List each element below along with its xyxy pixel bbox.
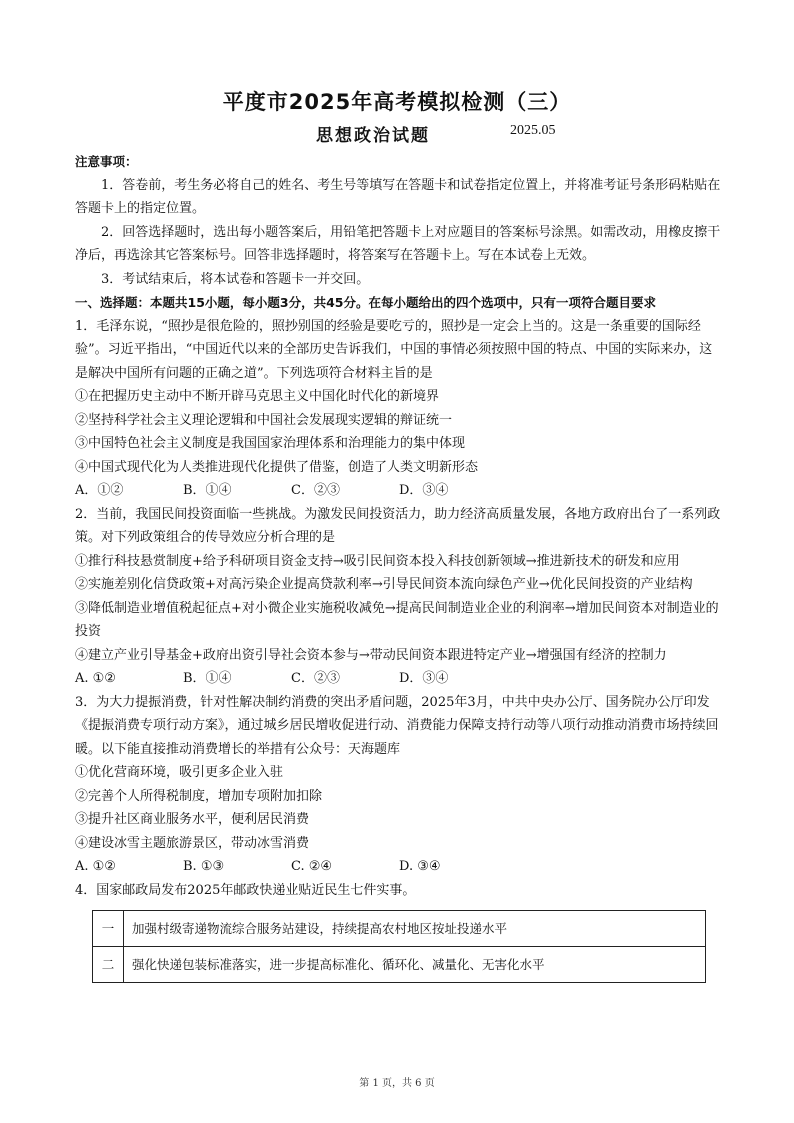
statement: ④建立产业引导基金+政府出资引导社会资本参与→带动民间资本跟进特定产业→增强国有经济的控制力 <box>75 647 667 663</box>
notice-item: 2．回答选择题时，选出每小题答案后，用铅笔把答题卡上对应题目的答案标号涂黑。如需改动，用橡皮擦干净后，再选涂其它答案标号。回答非选择题时，将答案写在答题卡上。写在本试卷上无效。 <box>75 224 721 263</box>
statement: ③提升社区商业服务水平，便利居民消费 <box>75 812 310 827</box>
row-text: 加强村级寄递物流综合服务站建设，持续提高农村地区按址投递水平 <box>124 911 706 947</box>
answer-options <box>75 667 721 691</box>
answer-options <box>75 479 721 503</box>
exam-content <box>75 150 721 983</box>
option-a: A. ①② <box>75 671 116 686</box>
notice-item: 3．考试结束后，将本试卷和答题卡一并交回。 <box>101 271 370 287</box>
exam-title: 平度市2025年高考模拟检测（三） <box>222 90 572 114</box>
measures-table <box>92 910 706 983</box>
answer-options <box>75 855 721 879</box>
table-row <box>93 911 706 947</box>
question-stem: 2．当前，我国民间投资面临一些挑战。为激发民间投资活力，助力经济高质量发展，各地方政府出台了一系列政策。对下列政策组合的传导效应分析合理的是 <box>75 506 721 545</box>
statement: ②坚持科学社会主义理论逻辑和中国社会发展现实逻辑的辩证统一 <box>75 412 453 428</box>
option-a: A. ①② <box>75 859 116 874</box>
question-stem: 1．毛泽东说，“照抄是很危险的，照抄别国的经验是要吃亏的，照抄是一定会上当的。这是一条重要的国际经验”。习近平指出，“中国近代以来的全部历史告诉我们，中国的事情必须按照中国的特点、中国的实际来办，这是解决中国所有问题的正确之道”。下列选项符合材料主旨的是 <box>75 318 713 381</box>
row-text: 强化快递包装标准落实，进一步提高标准化、循环化、减量化、无害化水平 <box>124 947 706 983</box>
row-number: 二 <box>93 947 124 983</box>
option-d: D．③④ <box>399 671 449 686</box>
statement: ②完善个人所得税制度，增加专项附加扣除 <box>75 788 323 804</box>
statement: ④建设冰雪主题旅游景区，带动冰雪消费 <box>75 835 310 851</box>
section-heading: 一、选择题：本题共15小题，每小题3分，共45分。在每小题给出的四个选项中，只有一项符合题目要求 <box>75 295 656 310</box>
option-c: C．②③ <box>291 671 340 686</box>
exam-subtitle: 思想政治试题 <box>316 126 430 146</box>
notice-heading: 注意事项： <box>75 154 138 169</box>
statement: ②实施差别化信贷政策+对高污染企业提高贷款利率→引导民间资本流向绿色产业→优化民间投资的产业结构 <box>75 577 693 592</box>
option-c: C．②③ <box>291 483 340 498</box>
row-number: 一 <box>93 911 124 947</box>
question-stem: 3．为大力提振消费，针对性解决制约消费的突出矛盾问题，2025年3月，中共中央办公厅、国务院办公厅印发《提振消费专项行动方案》，通过城乡居民增收促进行动、消费能力保障支持行动等八项行动推动消费市场持续回暖。以下能直接推动消费增长的举措有公众号：天海题库 <box>75 694 719 757</box>
option-b: B．①④ <box>183 483 232 498</box>
option-c: C. ②④ <box>291 859 333 874</box>
page-footer: 第 1 页，共 6 页 <box>359 1078 435 1089</box>
statement: ③中国特色社会主义制度是我国国家治理体系和治理能力的集中体现 <box>75 436 466 451</box>
table-row <box>93 947 706 983</box>
option-a: A．①② <box>75 483 124 498</box>
statement: ③降低制造业增值税起征点+对小微企业实施税收减免→提高民间制造业企业的利润率→增加民间资本对制造业的投资 <box>75 600 719 639</box>
notice-item: 1．答卷前，考生务必将自己的姓名、考生号等填写在答题卡和试卷指定位置上，并将准考证号条形码粘贴在答题卡上的指定位置。 <box>75 177 721 216</box>
option-b: B. ①③ <box>183 859 225 874</box>
statement: ①在把握历史主动中不断开辟马克思主义中国化时代化的新境界 <box>75 389 440 404</box>
option-d: D. ③④ <box>399 859 441 874</box>
exam-date: 2025.05 <box>510 123 556 138</box>
option-b: B．①④ <box>183 671 232 686</box>
option-d: D．③④ <box>399 483 449 498</box>
statement: ④中国式现代化为人类推进现代化提供了借鉴，创造了人类文明新形态 <box>75 459 479 475</box>
question-stem: 4．国家邮政局发布2025年邮政快递业贴近民生七件实事。 <box>75 882 416 898</box>
statement: ①优化营商环境，吸引更多企业入驻 <box>75 765 284 780</box>
statement: ①推行科技悬赏制度+给予科研项目资金支持→吸引民间资本投入科技创新领域→推进新技术的研发和应用 <box>75 553 680 569</box>
